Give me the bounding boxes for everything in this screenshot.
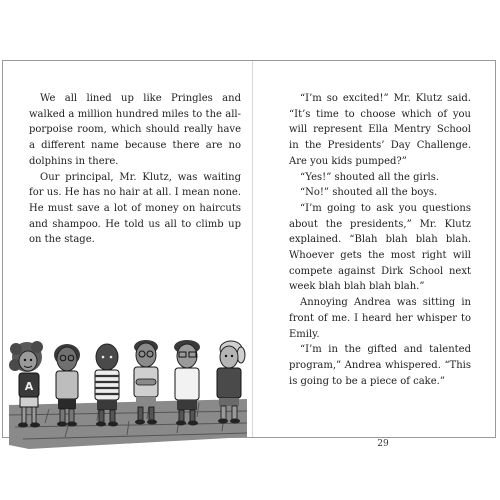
page-gutter	[252, 61, 253, 437]
right-paragraph-4: “I’m going to ask you questions about the presidents,” Mr. Klutz explained. “Blah blah blah blah. Whoever gets the most right will compete against Dirk School next week blah blah blah blah.”	[289, 202, 471, 293]
left-paragraph-1: We all lined up like Pringles and walked a million hundred miles to the all-porpoise room, which should really have a different name because there are no dolphins in there.	[29, 93, 241, 167]
right-paragraph-2: “Yes!” shouted all the girls.	[300, 171, 440, 183]
right-paragraph-3: “No!” shouted all the boys.	[300, 187, 438, 199]
book-spread	[2, 60, 496, 449]
right-paragraph-5: Annoying Andrea was sitting in front of me. I heard her whisper to Emily.	[289, 297, 471, 340]
shirt-letter: A	[24, 380, 34, 393]
page-number: 29	[377, 439, 389, 449]
students-on-stage-illustration	[9, 327, 247, 449]
right-paragraph-6: “I’m in the gifted and talented program,” Andrea whispered. “This is going to be a piece of cake.”	[289, 344, 471, 387]
right-paragraph-1: “I’m so excited!” Mr. Klutz said. “It’s time to choose which of you will represent Ella Mentry School in the Presidents’ Day Challenge. Are you kids pumped?”	[289, 93, 471, 167]
left-paragraph-2: Our principal, Mr. Klutz, was waiting for us. He has no hair at all. I mean none. He must save a lot of money on haircuts and shampoo. He told us all to climb up on the stage.	[29, 171, 241, 246]
left-page-text	[29, 91, 241, 248]
right-page-text	[289, 91, 471, 389]
